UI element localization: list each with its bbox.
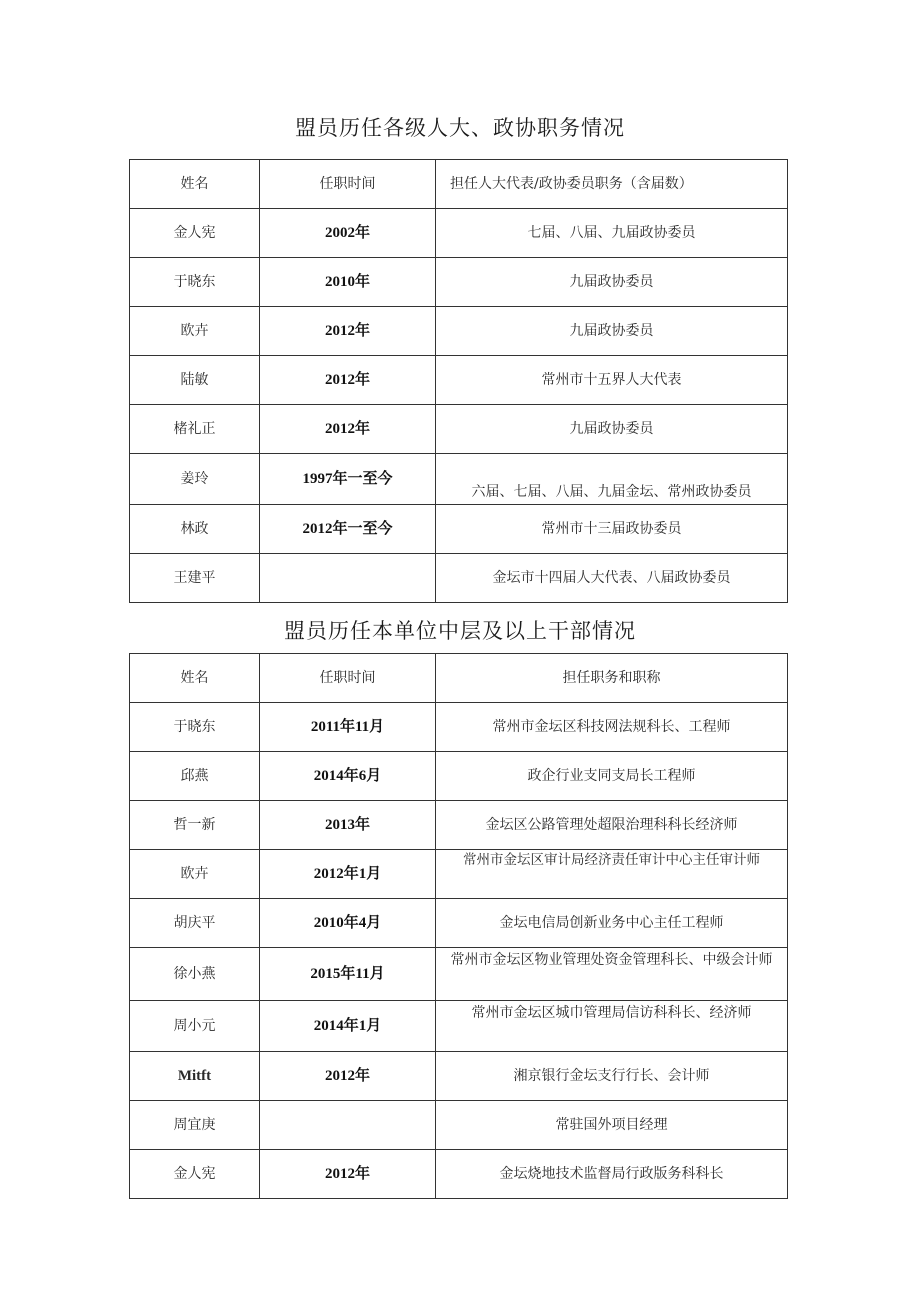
- table-row: [130, 1052, 788, 1101]
- table-row: [130, 850, 788, 899]
- cell-time: 2012年: [260, 405, 436, 454]
- table-row: [130, 1001, 788, 1052]
- table-row: [130, 1101, 788, 1150]
- cell-time: 2012年一至今: [260, 505, 436, 554]
- cell-name: 楮礼正: [130, 405, 260, 454]
- cell-name: 邱燕: [130, 752, 260, 801]
- cell-name: 金人宪: [130, 209, 260, 258]
- table-header-row: [130, 160, 788, 209]
- cell-role: 政企行业支同支局长工程师: [436, 752, 788, 801]
- cell-name: Mitft: [130, 1052, 260, 1101]
- cell-time: 2012年: [260, 1052, 436, 1101]
- section1-title: 盟员历任各级人大、政协职务情况: [295, 116, 625, 140]
- table-row: [130, 356, 788, 405]
- cell-time: [260, 1101, 436, 1150]
- header-time: 任职时间: [260, 654, 436, 703]
- cadre-table: [129, 653, 788, 1199]
- cell-name: 周宜庚: [130, 1101, 260, 1150]
- cell-time: 2010年4月: [260, 899, 436, 948]
- header-role: 担任职务和职称: [436, 654, 788, 703]
- cell-role: 七届、八届、九届政协委员: [436, 209, 788, 258]
- cell-name: 于晓东: [130, 703, 260, 752]
- cell-time: 2013年: [260, 801, 436, 850]
- cell-time: 1997年一至今: [260, 454, 436, 505]
- npc-cppcc-table: [129, 159, 788, 603]
- cell-name: 哲一新: [130, 801, 260, 850]
- cell-name: 欧卉: [130, 307, 260, 356]
- cell-time: 2012年1月: [260, 850, 436, 899]
- cell-time: 2014年1月: [260, 1001, 436, 1052]
- table-row: [130, 405, 788, 454]
- cell-time: 2015年11月: [260, 948, 436, 1001]
- cell-role: 常州市十三届政协委员: [436, 505, 788, 554]
- cell-time: 2002年: [260, 209, 436, 258]
- table-row: [130, 752, 788, 801]
- cell-name: 欧卉: [130, 850, 260, 899]
- table-row: [130, 505, 788, 554]
- cell-role: 常州市十五界人大代表: [436, 356, 788, 405]
- table-row: [130, 307, 788, 356]
- cell-name: 王建平: [130, 554, 260, 603]
- table-row: [130, 801, 788, 850]
- cell-role: 金坛区公路管理处超限治理科科长经济师: [436, 801, 788, 850]
- header-name: 姓名: [130, 160, 260, 209]
- cell-role: 湘京银行金坛支行行长、会计师: [436, 1052, 788, 1101]
- cell-role: 金坛市十四届人大代表、八届政协委员: [436, 554, 788, 603]
- cell-role: 九届政协委员: [436, 405, 788, 454]
- cell-name: 陆敏: [130, 356, 260, 405]
- table-row: [130, 554, 788, 603]
- cell-name: 林政: [130, 505, 260, 554]
- cell-time: 2012年: [260, 356, 436, 405]
- cell-name: 金人宪: [130, 1150, 260, 1199]
- cell-name: 姜玲: [130, 454, 260, 505]
- cell-time: 2012年: [260, 1150, 436, 1199]
- cell-role: 常驻国外项目经理: [436, 1101, 788, 1150]
- table-row: [130, 454, 788, 505]
- cell-role: 六届、七届、八届、九届金坛、常州政协委员: [436, 454, 788, 505]
- header-name: 姓名: [130, 654, 260, 703]
- cell-time: 2011年11月: [260, 703, 436, 752]
- cell-name: 于晓东: [130, 258, 260, 307]
- cell-role: 常州市金坛区城巾管理局信访科科长、经济师: [436, 1001, 788, 1052]
- cell-name: 胡庆平: [130, 899, 260, 948]
- cell-role: 金坛电信局创新业务中心主任工程师: [436, 899, 788, 948]
- cell-time: 2012年: [260, 307, 436, 356]
- table-row: [130, 948, 788, 1001]
- section2-title: 盟员历任本单位中层及以上干部情况: [284, 619, 636, 643]
- cell-role: 金坛烧地技术监督局行政版务科科长: [436, 1150, 788, 1199]
- cell-role: 九届政协委员: [436, 258, 788, 307]
- cell-role: 常州市金坛区物业管理处资金管理科长、中级会计师: [436, 948, 788, 1001]
- table-header-row: [130, 654, 788, 703]
- header-role: 担任人大代表/政协委员职务（含届数）: [436, 160, 788, 209]
- cell-time: 2014年6月: [260, 752, 436, 801]
- table-row: [130, 209, 788, 258]
- cell-role: 九届政协委员: [436, 307, 788, 356]
- cell-name: 徐小燕: [130, 948, 260, 1001]
- header-time: 任职时间: [260, 160, 436, 209]
- table-row: [130, 1150, 788, 1199]
- table-row: [130, 899, 788, 948]
- cell-name: 周小元: [130, 1001, 260, 1052]
- cell-role: 常州市金坛区科技网法规科长、工程师: [436, 703, 788, 752]
- table-row: [130, 703, 788, 752]
- cell-time: [260, 554, 436, 603]
- cell-time: 2010年: [260, 258, 436, 307]
- table-row: [130, 258, 788, 307]
- cell-role: 常州市金坛区审计局经济责任审计中心主任审计师: [436, 850, 788, 899]
